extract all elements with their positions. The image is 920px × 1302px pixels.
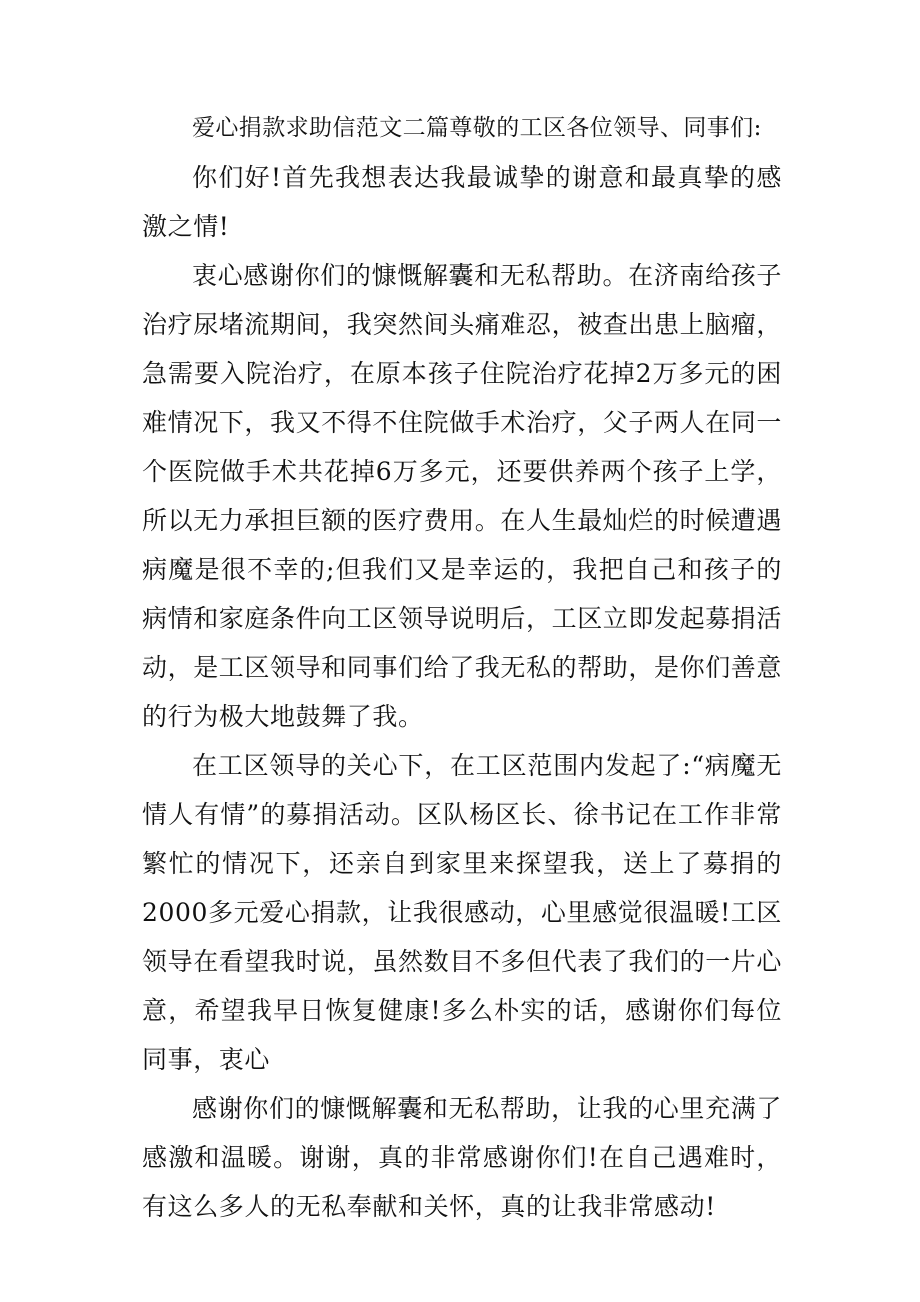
letter-heading: 爱心捐款求助信范文二篇尊敬的工区各位领导、同事们:: [192, 115, 762, 141]
paragraph-thanks: 衷心感谢你们的慷慨解囊和无私帮助。在济南给孩子治疗尿堵流期间，我突然间头痛难忍，被查出患上脑瘤，急需要入院治疗，在原本孩子住院治疗花掉2万多元的困难情况下，我又不得不住院做手术治疗，父子两人在同一个医院做手术共花掉6万多元，还要供养两个孩子上学，所以无力承担巨额的医疗费用。在人生最灿烂的时候遭遇病魔是很不幸的;但我们又是幸运的，我把自己和孩子的病情和家庭条件向工区领导说明后，工区立即发起募捐活动，是工区领导和同事们给了我无私的帮助，是你们善意的行为极大地鼓舞了我。: [142, 261, 783, 731]
letter-body: [142, 104, 782, 1231]
paragraph-fundraising: 在工区领导的关心下，在工区范围内发起了:“病魔无情人有情”的募捐活动。区队杨区长、徐书记在工作非常繁忙的情况下，还亲自到家里来探望我，送上了募捐的2000多元爱心捐款，让我很感动，心里感觉很温暖!工区领导在看望我时说，虽然数目不多但代表了我们的一片心意，希望我早日恢复健康!多么朴实的话，感谢你们每位同事，衷心: [142, 751, 783, 1074]
paragraph-greeting: 你们好!首先我想表达我最诚挚的谢意和最真挚的感激之情!: [142, 163, 782, 241]
paragraph-closing: 感谢你们的慷慨解囊和无私帮助，让我的心里充满了感激和温暖。谢谢，真的非常感谢你们!在自己遇难时，有这么多人的无私奉献和关怀，真的让我非常感动!: [142, 1094, 782, 1221]
